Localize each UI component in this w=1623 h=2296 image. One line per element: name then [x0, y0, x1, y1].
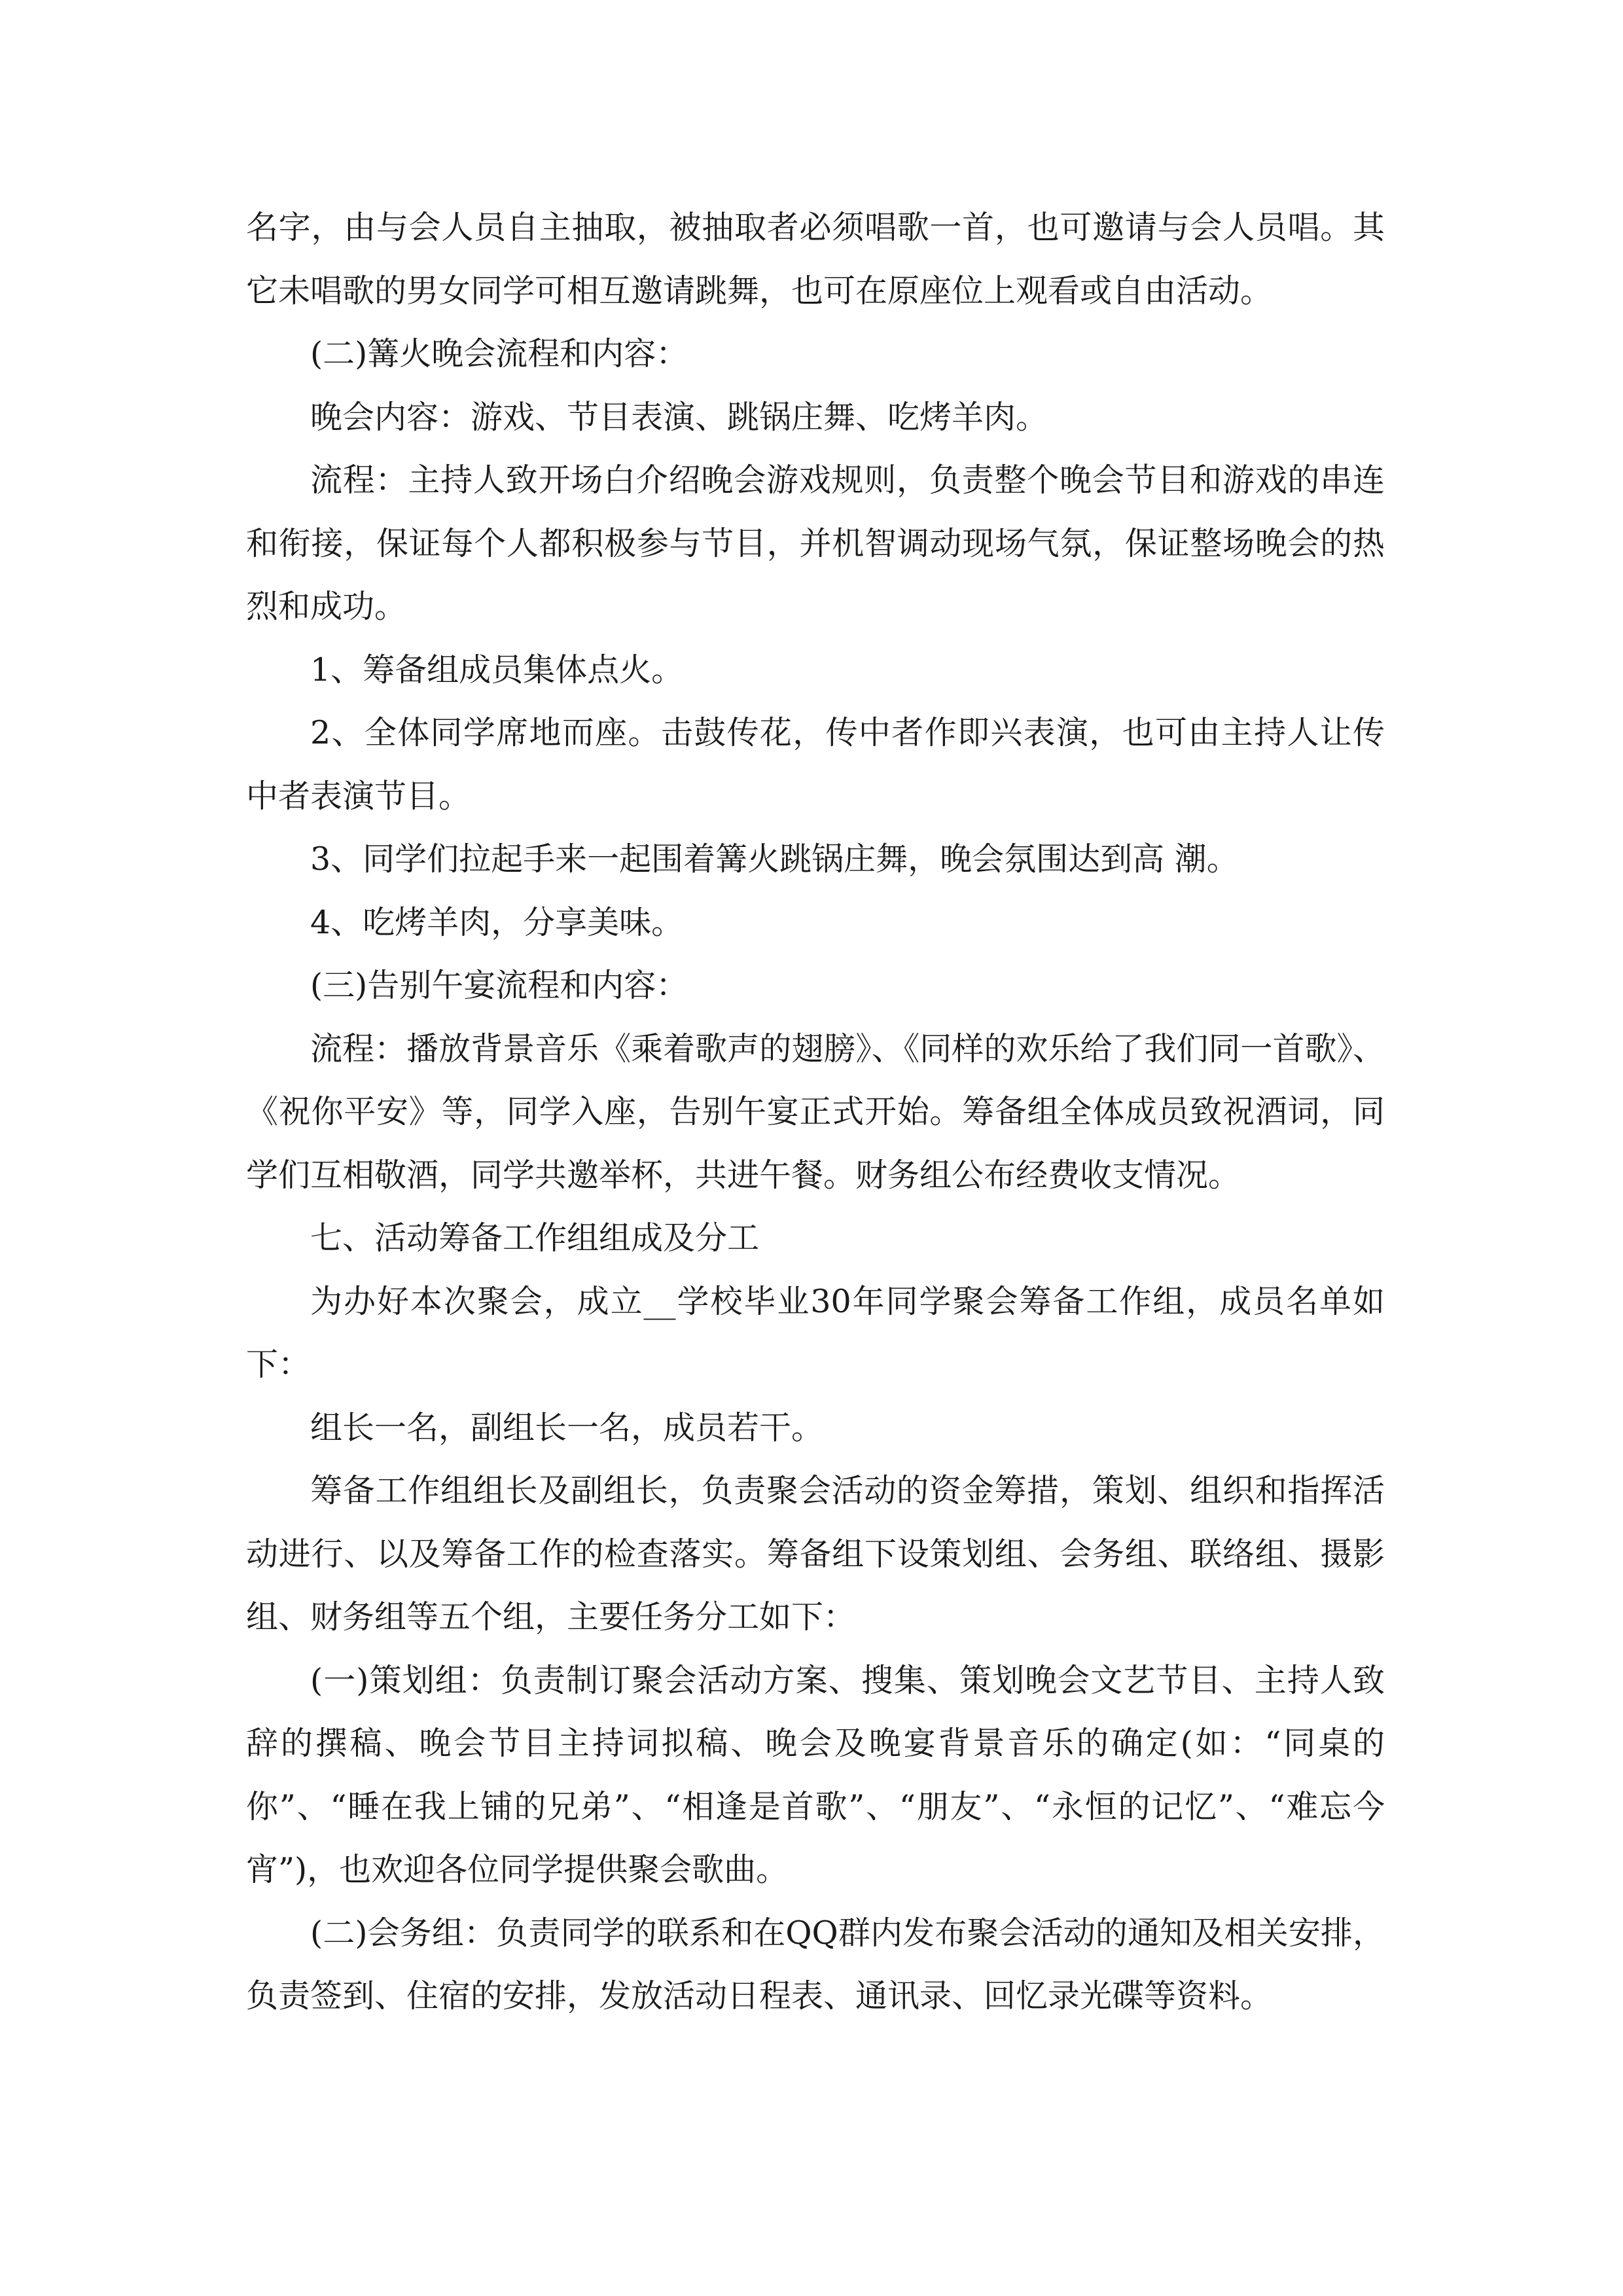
paragraph-11: 七、活动筹备工作组组成及分工 [310, 1219, 760, 1257]
paragraph-14: 筹备工作组组长及副组长，负责聚会活动的资金筹措，策划、组织和指挥活动进行、以及筹备工作的检查落实。筹备组下设策划组、会务组、联络组、摄影组、财务组等五个组，主要任务分工如下： [246, 1472, 1385, 1636]
paragraph-9: (三)告别午宴流程和内容： [310, 967, 688, 1004]
paragraph-7: 3、同学们拉起手来一起围着篝火跳锅庄舞，晚会氛围达到高 潮。 [310, 840, 1239, 878]
paragraph-8: 4、吃烤羊肉，分享美味。 [310, 903, 684, 941]
paragraph-4: 流程：主持人致开场白介绍晚会游戏规则，负责整个晚会节目和游戏的串连和衔接，保证每个人都积极参与节目，并机智调动现场气氛，保证整场晚会的热烈和成功。 [246, 461, 1385, 625]
document-body [246, 196, 1385, 2028]
paragraph-2: (二)篝火晚会流程和内容： [310, 335, 688, 372]
paragraph-6: 2、全体同学席地而座。击鼓传花，传中者作即兴表演，也可由主持人让传中者表演节目。 [246, 714, 1385, 815]
paragraph-5: 1、筹备组成员集体点火。 [310, 651, 684, 689]
paragraph-3: 晚会内容：游戏、节目表演、跳锅庄舞、吃烤羊肉。 [310, 398, 1048, 436]
paragraph-15: (一)策划组：负责制订聚会活动方案、搜集、策划晚会文艺节目、主持人致辞的撰稿、晚会节目主持词拟稿、晚会及晚宴背景音乐的确定(如：“同桌的你”、“睡在我上铺的兄弟”、“相逢是首歌”、“朋友”、“永恒的记忆”、“难忘今宵”)，也欢迎各位同学提供聚会歌曲。 [246, 1661, 1385, 1888]
paragraph-10: 流程：播放背景音乐《乘着歌声的翅膀》、《同样的欢乐给了我们同一首歌》、《祝你平安》等，同学入座，告别午宴正式开始。筹备组全体成员致祝酒词，同学们互相敬酒，同学共邀举杯，共进午餐。财务组公布经费收支情况。 [246, 1030, 1385, 1194]
paragraph-12: 为办好本次聚会，成立__学校毕业30年同学聚会筹备工作组，成员名单如下： [246, 1282, 1385, 1383]
paragraph-1: 名字，由与会人员自主抽取，被抽取者必须唱歌一首，也可邀请与会人员唱。其它未唱歌的男女同学可相互邀请跳舞，也可在原座位上观看或自由活动。 [246, 209, 1385, 310]
paragraph-16: (二)会务组：负责同学的联系和在QQ群内发布聚会活动的通知及相关安排，负责签到、住宿的安排，发放活动日程表、通讯录、回忆录光碟等资料。 [246, 1914, 1385, 2015]
paragraph-13: 组长一名，副组长一名，成员若干。 [310, 1408, 824, 1446]
